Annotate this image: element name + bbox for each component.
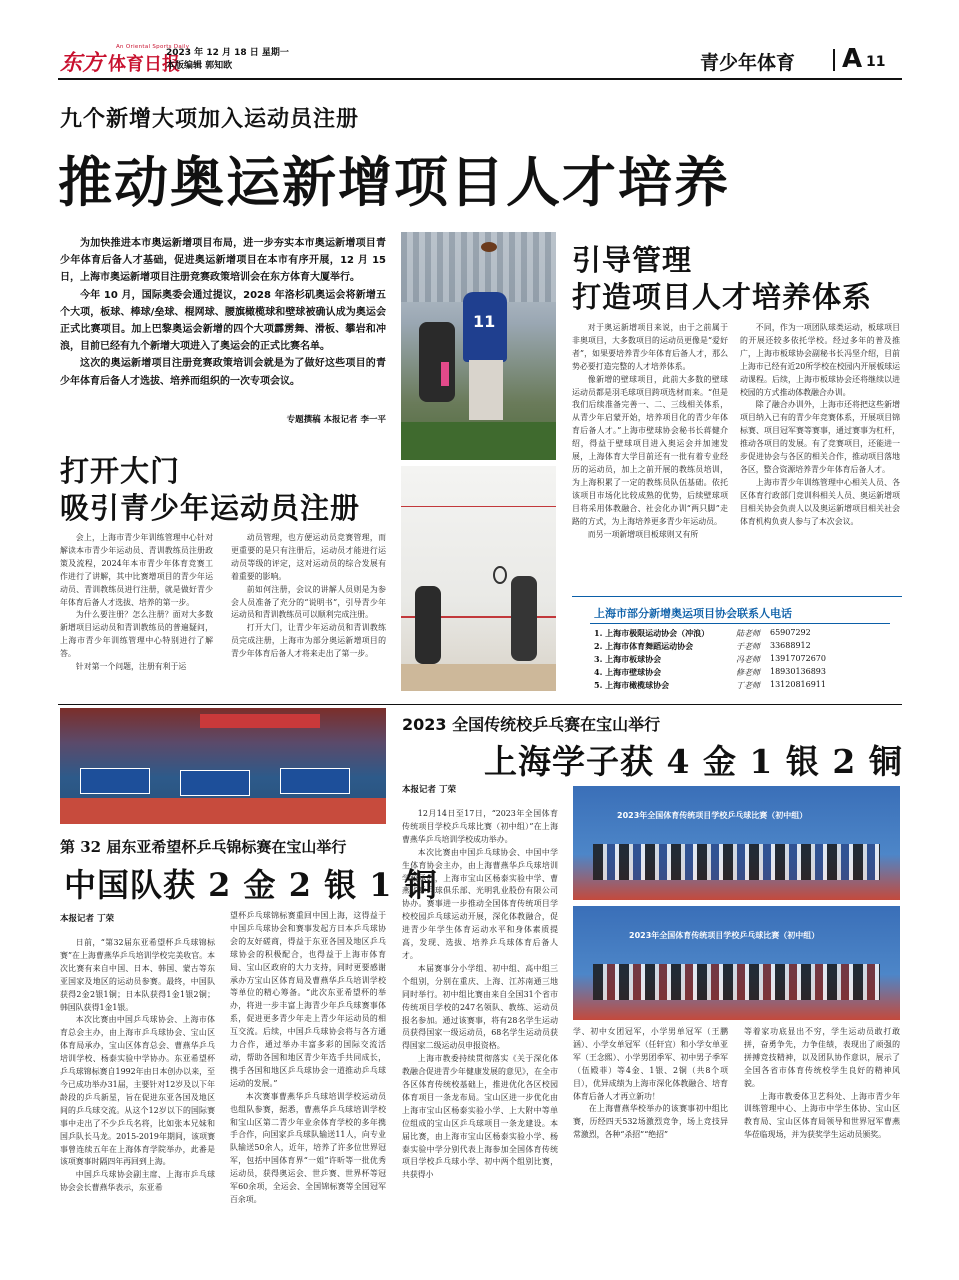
contact-row: [572, 680, 902, 692]
body-paragraph: 为什么要注册？怎么注册？面对大多数新增项目运动员和青训教练员的普遍疑问，上海市青少年训练管理中心特别进行了解答。: [60, 610, 213, 659]
left-subhead-line1: 打开大门: [60, 454, 181, 488]
mid-rule: [58, 704, 902, 705]
banner-board: [200, 714, 320, 728]
lead-paragraph: 这次的奥运新增项目注册竞赛政策培训会就是为了做好这些项目的青少年体育后备人才选拔、培养而组织的一次专项会议。: [60, 358, 386, 387]
right-subhead-line1: 引导管理: [572, 243, 693, 277]
page-number: 11: [866, 54, 886, 70]
section-label: [700, 46, 910, 76]
ball-icon: [481, 242, 497, 252]
racket-icon: [493, 566, 507, 584]
hall-floor: [60, 798, 386, 824]
page-letter: A: [842, 44, 863, 74]
player-jersey-number: 11: [473, 312, 496, 331]
left-subhead-line2: 吸引青少年运动员注册: [60, 491, 361, 525]
flag-football-photo: [401, 232, 556, 460]
section-name: 青少年体育: [700, 52, 796, 74]
body-paragraph: 本届赛事分小学组、初中组、高中组三个组别，分别在重庆、上海、江苏南通三地同时举行。初中组比赛由来自全国31个省市传统项目学校的247名领队、教练、运动员报名参加。通过该赛事，将有28名学生运动员获得国家一级运动员，68名学生运动员获得国家二级运动员申报资格。: [402, 963, 558, 1051]
contacts-title-rule: [590, 623, 890, 624]
body-paragraph: 而另一项新增项目板球则又有所: [587, 529, 699, 539]
school-kicker: 2023 全国传统校乒乓赛在宝山举行: [402, 715, 661, 734]
school-col-1: [402, 808, 558, 1182]
body-paragraph: 打开大门，让青少年运动员和青训教练员完成注册，上海市为部分奥运新增项目的青少年体育后备人才将来走出了第一步。: [231, 623, 386, 659]
player-right: [511, 576, 537, 661]
body-paragraph: 像新增的壁球项目，此前大多数的壁球运动员都是羽毛球项目跨项选材而来。“但是我们后续准备完善一、二、三线相关体系，从青少年启蒙开始，培养项目化的青少年体育后备人才。”上海市壁球协会秘书长蒋健介绍，得益于壁球项目进入奥运会并加速发展，上海体育大学目前还有一批有着专业经历的运动员，加上之前开展的教练员培训，为上海积累了一定的教练员队伍基础。依托该项目市场化比较成熟的优势，后续壁球项目将采用体教融合、社会化办训“两只脚”走路的方式，为上海培养更多青少年运动员。: [572, 374, 728, 526]
event-banner-bottom: 2023年全国体育传统项目学校乒乓球比赛（初中组）: [629, 931, 820, 940]
players-row: [593, 964, 880, 1000]
school-headline: 上海学子获 4 金 1 银 2 铜: [484, 742, 903, 781]
player-dark-defender: [419, 322, 455, 402]
ping-pong-table: [80, 768, 150, 794]
body-paragraph: 针对第一个问题，注册有利于运: [75, 662, 187, 672]
body-paragraph: 动员管理，也方便运动员竞赛管理，而更重要的是只有注册后，运动员才能进行运动员等级的评定，这对运动员的综合发展有着重要的影响。: [231, 533, 386, 581]
pingpong-byline: 本报记者 丁荣: [60, 914, 114, 924]
contact-org: 2. 上海市体育舞蹈运动协会: [594, 641, 694, 651]
logo-english: An Oriental Sports Daily: [116, 44, 190, 50]
body-paragraph: 等着家功底显出不穷，学生运动员敢打敢拼，奋勇争先，力争佳绩，表现出了顽强的拼搏竞技精神，以及团队协作意识，展示了全国各省市体育传统校学生良好的精神风貌。: [744, 1027, 900, 1088]
ping-pong-table: [180, 770, 250, 796]
player-pink-flag: [441, 362, 449, 386]
event-banner-top: 2023年全国体育传统项目学校乒乓球比赛（初中组）: [617, 811, 808, 820]
left-col-2: [231, 532, 386, 661]
lead-kicker: 九个新增大项加入运动员注册: [60, 106, 360, 132]
right-subhead: [572, 242, 872, 316]
contact-phone: 33688912: [770, 641, 811, 650]
right-col-2: [740, 322, 900, 529]
contact-row: [572, 654, 902, 666]
body-paragraph: 望杯乒乓球锦标赛重回中国上海，这得益于中国乒乓球协会和赛事发起方日本乒乓球协会的友好磋商，得益于东亚各国及地区乒乓球协会的积极配合，也得益于上海市体育局、宝山区政府的大力支持，同时更要感谢承办方宝山区体育局及曹燕华乒乓培训学校等单位的精心筹备。“此次东亚希望杯的举办，将进一步丰富上海青少年乒乓球赛事体系，促进更多青少年走上青少年运动员的相互交流。后续，中国乒乓球协会将与各方通力合作，通过举办丰富多彩的国际交流活动，帮助各国和地区青少年选手共同成长，携手各国和地区乒乓球协会一道推动乒乓球运动的发展。”: [230, 911, 386, 1088]
school-col-3: [744, 1026, 900, 1142]
body-paragraph: 日前，“第32届东亚希望杯乒乓球锦标赛”在上海曹燕华乒乓培训学校完美收官。本次比赛有来自中国、日本、韩国、蒙古等东亚国家及地区的运动员参赛。最终，中国队获得2金2银1铜；日本队获得1金1银2铜；韩国队获得1金1银。: [60, 938, 215, 1012]
issue-date: 2023 年 12 月 18 日 星期一: [166, 48, 289, 58]
right-subhead-line2: 打造项目人才培养体系: [572, 280, 873, 314]
contact-person: 冯老师: [736, 655, 760, 664]
body-paragraph: 在上海曹燕华校举办的该赛事初中组比赛，历经四天532场激烈竞争，场上竞技异常激烈，各种“杀招”“绝招”: [573, 1104, 728, 1140]
lead-paragraph: 今年 10 月，国际奥委会通过提议，2028 年洛杉矶奥运会将新增五个大项，板球、棒球/垒球、棍网球、腰旗橄榄球和壁球被确认成为奥运会正式比赛项目。加上巴黎奥运会新增的四个大项霹雳舞、滑板、攀岩和冲浪，目前已经有九个新增大项进入了奥运会的正式比赛名单。: [60, 289, 386, 353]
body-paragraph: 本次比赛由中国乒乓球协会、上海市体育总会主办，由上海市乒乓球协会、宝山区体育局承办，宝山区体育总会、曹燕华乒乓培训学校、杨泰实验中学协办。东亚希望杯乒乓球锦标赛自1992年由日本创办以来，至今已成功举办31届，主要针对12岁及以下年龄段的乒乓新星，旨在促进东亚各国及地区间的乒乓球交流。从这个12岁以下的国际赛事中走出了不少乒乓名将，比如张本兄妹和国乒队长马龙。2015-2019年期间，该项赛事曾连续五年在上海体育学院举办，此番是该项赛事时隔四年再回到上海。: [60, 1015, 215, 1167]
players-row: [593, 844, 880, 880]
contact-phone: 13120816911: [770, 680, 826, 689]
left-col-1: [60, 532, 213, 674]
body-paragraph: 不同，作为一项团队球类运动，板球项目的开展还较多依托学校。经过多年的普及推广，上海市板球协会副秘书长冯坚介绍，目前上海市已经有近20所学校在校园内开展板球运动课程。后续，上海市板球协会还将继续以进校园的方式推动体教融合办训。: [740, 323, 900, 397]
contact-row: [572, 641, 902, 653]
contact-phone: 65907292: [770, 628, 811, 637]
lead-intro: [60, 235, 386, 390]
body-paragraph: 上海市教委持续贯彻落实《关于深化体教融合促进青少年健康发展的意见》，在全市各区体育传统校基础上，推进优化各区校园体育项目一条龙布局。宝山区进一步优化由上海市宝山区杨泰实验小学、上大附中等单位组成的宝山区乒乓球项目一条龙建设。本届比赛，由上海市宝山区杨泰实验小学、杨泰实验中学分别代表上海参加全国体育传统项目学校乒乓球小学、初中两个组别比赛，共获得小: [402, 1054, 558, 1180]
body-paragraph: 上海市青少年训练管理中心相关人员、各区体育行政部门竞训科相关人员、奥运新增项目相关协会负责人以及奥运新增项目相关社会体育机构负责人参与了本次会议。: [740, 477, 900, 526]
school-col-2: [573, 1026, 728, 1142]
lead-byline: 专题撰稿 本报记者 李一平: [286, 415, 386, 425]
logo-main: 东方: [60, 50, 105, 76]
left-subhead: [60, 453, 360, 527]
body-paragraph: 12月14日至17日，“2023年全国体育传统项目学校乒乓球比赛（初中组）”在上海曹燕华乒乓培训学校成功举办。: [402, 809, 558, 844]
body-paragraph: 本次赛事曹燕华乒乓球培训学校运动员也组队参赛，据悉，曹燕华乒乓球培训学校和宝山区第二青少年业余体育学校的多年携手合作，向国家乒乓球队输送11人，向专业队输送50余人，近年，培养了许多位世界冠军，包括中国体育界“一姐”许昕等一批优秀运动员，获得奥运会、世乒赛、世界杯等冠军60余项，全运会、全国锦标赛等全国冠军百余项。: [230, 1091, 386, 1204]
contact-row: [572, 667, 902, 679]
contacts-box: [572, 596, 902, 692]
body-paragraph: 会上，上海市青少年训练管理中心针对解读本市青少年运动员、青训教练员注册政策及流程，2024年本市青少年体育竞赛工作进行了讲解，其中比赛增项目的青少年运动员、青训教练员进行注册，就是做好青少年体育后备人才选拔、培养的第一步。: [60, 533, 213, 607]
lead-paragraph: 为加快推进本市奥运新增项目布局，进一步夯实本市奥运新增项目青少年体育后备人才基础，促进奥运新增项目在本市有序开展，12 月 15 日，上海市奥运新增项目注册竞赛政策培训会在东方体育大厦举行。: [60, 238, 386, 284]
contact-org: 5. 上海市橄榄球协会: [594, 680, 670, 690]
pingpong-col-1: [60, 937, 215, 1195]
header-rule: [58, 78, 902, 80]
body-paragraph: 除了融合办训外，上海市还将把这些新增项目纳入已有的青少年竞赛体系，开展项目锦标赛、项目冠军赛等赛事，通过赛事为杠杆，推动各项目的发展。有了竞赛项目，还能进一步促进协会与各区的相关合作，推动项目落地各区，整合资源培养青少年体育后备人才。: [740, 400, 900, 474]
school-byline: 本报记者 丁荣: [402, 785, 456, 795]
section-divider: [833, 49, 835, 71]
body-paragraph: 上海市教委体卫艺科处、上海市青少年训练管理中心、上海市中学生体协、宝山区教育局、宝山区体育局领导和世界冠军曹燕华莅临现场，并为获奖学生运动员颁奖。: [744, 1091, 900, 1140]
contact-person: 丁老师: [736, 681, 760, 690]
contact-person: 于老师: [736, 642, 760, 651]
field-grass: [401, 422, 556, 460]
court-line: [401, 506, 556, 507]
pingpong-headline: 中国队获 2 金 2 银 1 铜: [64, 866, 438, 904]
pingpong-col-2: [230, 910, 386, 1207]
right-col-1: [572, 322, 728, 541]
court-floor: [401, 664, 556, 691]
contact-org: 4. 上海市壁球协会: [594, 667, 662, 677]
team-photo-top: [573, 786, 900, 900]
body-paragraph: 前如何注册，会议的讲解人员则是为参会人员准备了充分的“说明书”，引导青少年运动员和青训教练员可以顺利完成注册。: [231, 584, 386, 620]
contact-row: [572, 628, 902, 640]
logo-sub: 体育日报: [108, 54, 180, 75]
squash-court-photo: [401, 466, 556, 691]
table-tennis-hall-photo: [60, 708, 386, 824]
contact-person: 陆老师: [736, 629, 760, 638]
team-photo-bottom: [573, 906, 900, 1020]
player-left: [415, 586, 441, 664]
body-paragraph: 本次比赛由中国乒乓球协会、中国中学生体育协会主办，由上海曹燕华乒乓球培训学校承办，上海市宝山区杨泰实验中学、曹燕华乒乓球俱乐部、光明乳业股份有限公司协办。赛事进一步推动全国体育传统项目学校校园乒乓球运动开展，深化体教融合，促进青少年学生体育运动水平和身体素质提高，发现、选拔、培养乒乓球体育后备人才。: [402, 847, 558, 960]
contact-org: 3. 上海市板球协会: [594, 654, 662, 664]
ping-pong-table: [280, 768, 350, 794]
issue-info: [166, 47, 346, 73]
page-editor: 本版编辑 郭知欧: [166, 61, 233, 71]
contact-person: 修老师: [736, 668, 760, 677]
body-paragraph: 中国乒乓球协会副主席、上海市乒乓球协会会长曹燕华表示，东亚希: [60, 1170, 215, 1193]
contact-phone: 13917072670: [770, 654, 826, 663]
lead-headline: 推动奥运新增项目人才培养: [58, 150, 730, 214]
body-paragraph: 学、初中女团冠军，小学男单冠军（王鹏涵）、小学女单冠军（任轩宜）和小学女单亚军（王念熙）、小学男团季军、初中男子季军（伍殿菲）等4金、1银、2铜（共8个项目），优异成绩为上海市深化体教融合、培育体育后备人才再立新功！: [573, 1027, 728, 1101]
body-paragraph: 对于奥运新增项目来说，由于之前属于非奥项目，大多数项目的运动员更像是“爱好者”，如果要培养青少年体育后备人才，那么势必要打造完整的人才培养体系。: [572, 323, 728, 371]
contact-phone: 18930136893: [770, 667, 826, 676]
contacts-title: 上海市部分新增奥运项目协会联系人电话: [594, 607, 792, 620]
player-legs: [469, 360, 503, 420]
contact-org: 1. 上海市极限运动协会（冲浪）: [594, 628, 710, 638]
pingpong-kicker: 第 32 届东亚希望杯乒乓锦标赛在宝山举行: [60, 838, 347, 856]
